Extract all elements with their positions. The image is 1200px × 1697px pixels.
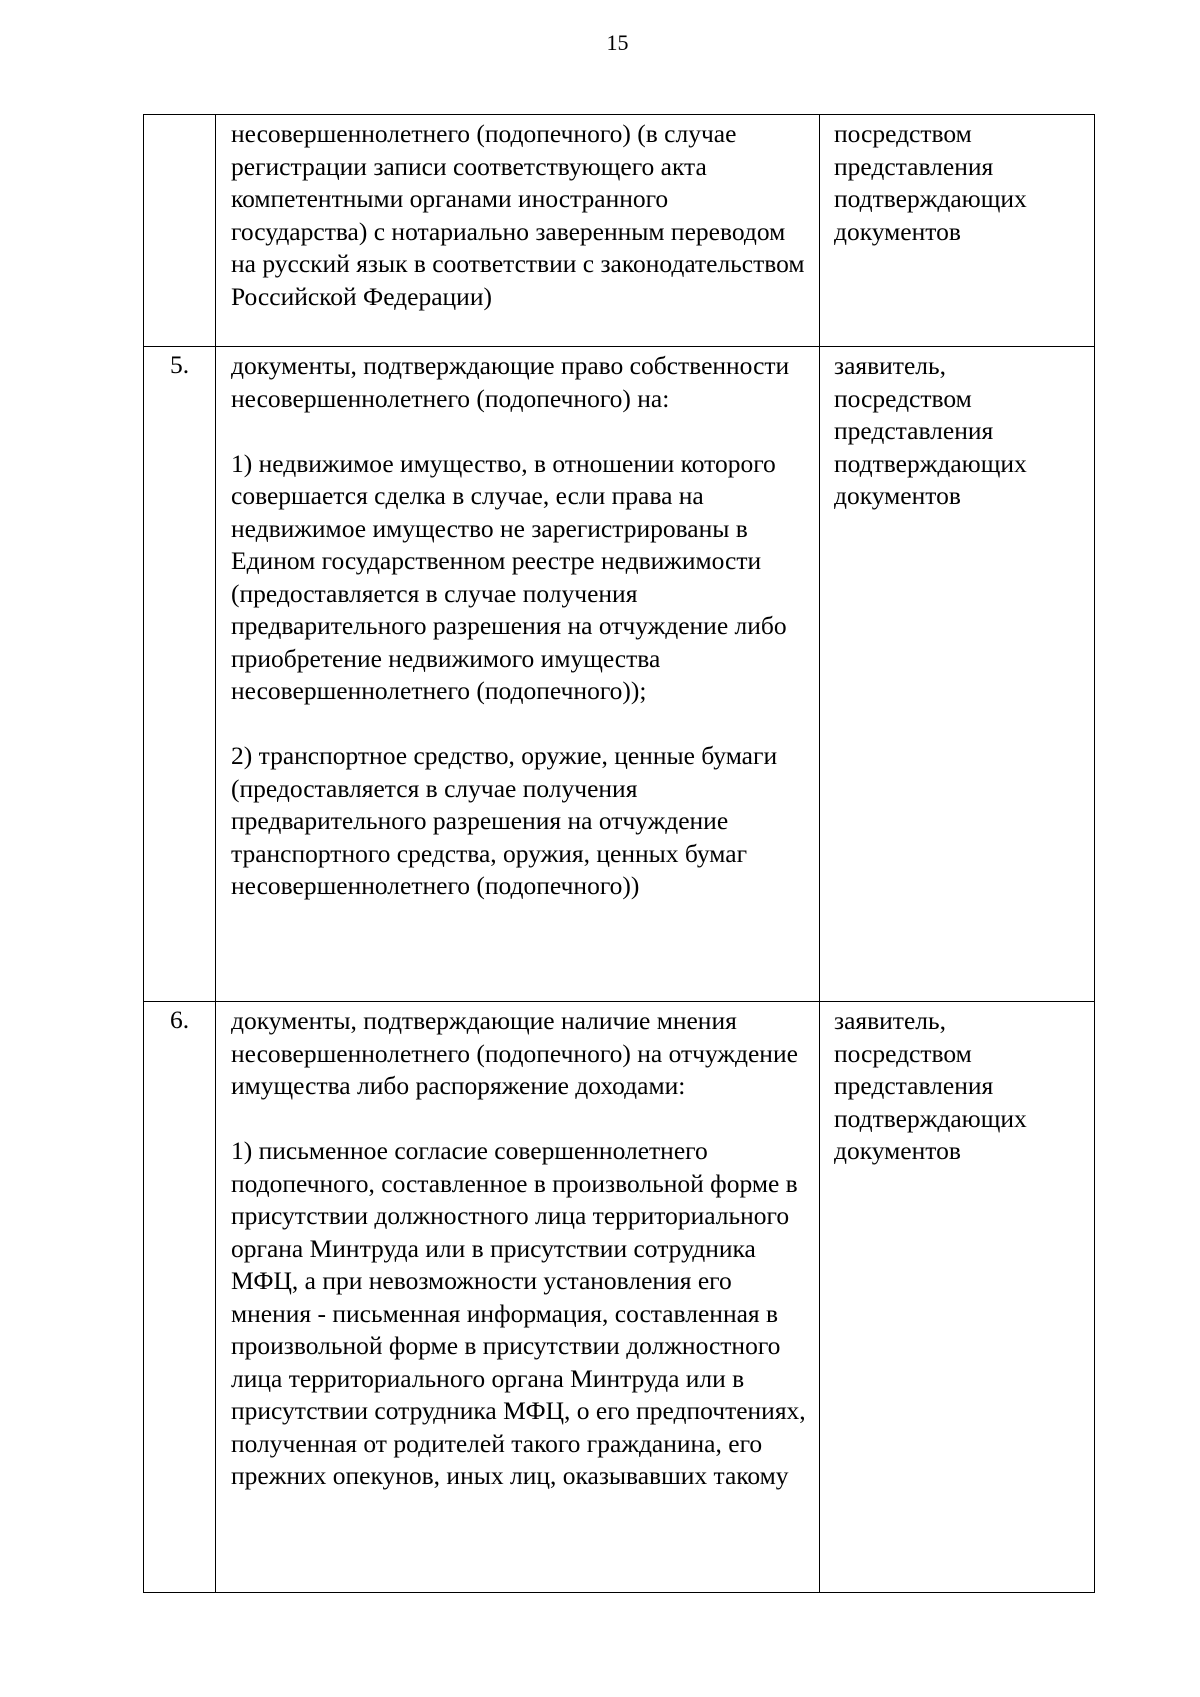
table-row xyxy=(144,115,1095,347)
table-row xyxy=(144,1002,1095,1593)
document-source xyxy=(820,1002,1095,1593)
row-number: 5. xyxy=(144,347,216,1002)
document-description xyxy=(216,115,820,347)
documents-table xyxy=(143,114,1095,1593)
document-description xyxy=(216,1002,820,1593)
description-paragraph: документы, подтверждающие наличие мнения несовершеннолетнего (подопечного) на отчуждение имущества либо распоряжение доходами: xyxy=(231,1006,798,1100)
document-description xyxy=(216,347,820,1002)
row-number xyxy=(144,115,216,347)
description-paragraph: несовершеннолетнего (подопечного) (в случае регистрации записи соответствующего акта компетентными органами иностранного государства) с нотариально заверенным переводом на русский язык в соответствии с законодательством Российской Федерации) xyxy=(231,119,805,311)
source-text: заявитель, посредством представления подтверждающих документов xyxy=(834,351,1027,510)
description-paragraph: 2) транспортное средство, оружие, ценные бумаги (предоставляется в случае получения предварительного разрешения на отчуждение транспортного средства, оружия, ценных бумаг несовершеннолетнего (подопечного)) xyxy=(231,741,778,900)
document-source xyxy=(820,347,1095,1002)
source-text: посредством представления подтверждающих документов xyxy=(834,119,1027,246)
source-text: заявитель, посредством представления подтверждающих документов xyxy=(834,1006,1027,1165)
description-paragraph: 1) недвижимое имущество, в отношении которого совершается сделка в случае, если права на недвижимое имущество не зарегистрированы в Едином государственном реестре недвижимости (предоставляется в случае получения предварительного разрешения на отчуждение либо приобретение недвижимого имущества несовершеннолетнего (подопечного)); xyxy=(231,448,787,705)
row-number: 6. xyxy=(144,1002,216,1593)
description-paragraph: 1) письменное согласие совершеннолетнего подопечного, составленное в произвольной форме в присутствии должностного лица территориального органа Минтруда или в присутствии сотрудника МФЦ, а при невозможности установления его мнения - письменная информация, составленная в произвольной форме в присутствии должностного лица территориального органа Минтруда или в присутствии сотрудника МФЦ, о его предпочтениях, полученная от родителей такого гражданина, его прежних опекунов, иных лиц, оказывавших такому xyxy=(231,1136,806,1490)
page-number: 15 xyxy=(606,30,629,55)
document-source xyxy=(820,115,1095,347)
description-paragraph: документы, подтверждающие право собственности несовершеннолетнего (подопечного) на: xyxy=(231,351,790,413)
table-row xyxy=(144,347,1095,1002)
